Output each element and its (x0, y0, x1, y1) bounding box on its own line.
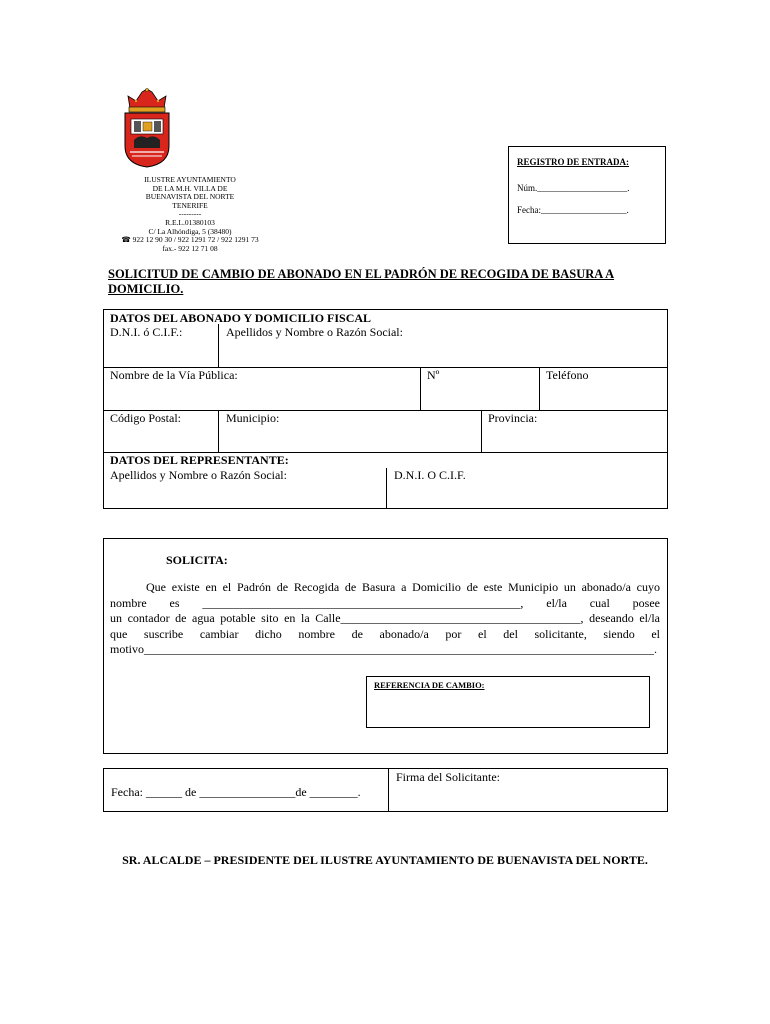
solicita-line: que suscribe cambiar dicho nombre de abonado/a por el del solicitante, siendo el (110, 626, 660, 641)
fecha-field[interactable]: Fecha: ______ de ________________de ________. (111, 785, 361, 799)
firma-solicitante-field[interactable]: Firma del Solicitante: (396, 770, 500, 784)
registro-fecha-field[interactable]: Fecha:___________________. (517, 205, 629, 215)
solicita-heading: SOLICITA: (166, 553, 228, 567)
header-line: --------- (178, 209, 202, 219)
abonado-heading: DATOS DEL ABONADO Y DOMICILIO FISCAL (110, 311, 372, 325)
institution-header (90, 176, 290, 253)
representante-heading: DATOS DEL REPRESENTANTE: (110, 453, 289, 467)
header-line: fax.- 922 12 71 08 (162, 243, 218, 253)
solicita-paragraph (110, 580, 660, 658)
registro-entrada-box (508, 146, 666, 244)
header-line: DE LA M.H. VILLA DE (152, 183, 228, 193)
header-line: R.E.L.01380103 (165, 217, 215, 227)
representante-dni-field[interactable]: D.N.I. O C.I.F. (394, 468, 466, 482)
telefono-field[interactable]: Teléfono (546, 368, 589, 382)
provincia-field[interactable]: Provincia: (488, 411, 538, 425)
codigo-postal-field[interactable]: Código Postal: (110, 411, 182, 425)
header-line: ☎ 922 12 90 30 / 922 1291 72 / 922 1291 73 (121, 235, 259, 245)
solicita-line: nombre es _____________________________________________________, el/la cual posee (110, 595, 660, 610)
referencia-cambio-box[interactable] (366, 676, 650, 728)
dni-cif-field[interactable]: D.N.I. ó C.I.F.: (110, 325, 183, 339)
representante-apellidos-field[interactable]: Apellidos y Nombre o Razón Social: (110, 468, 287, 482)
solicita-line: un contador de agua potable sito en la Calle________________________________________, deseando el/la (110, 611, 660, 625)
registro-num-field[interactable]: Núm.____________________. (517, 183, 630, 193)
header-line: C/ La Alhóndiga, 5 (38480) (148, 226, 232, 236)
header-line: ILUSTRE AYUNTAMIENTO (144, 175, 236, 184)
coat-of-arms-logo (120, 88, 174, 168)
referencia-label: REFERENCIA DE CAMBIO: (374, 680, 485, 690)
apellidos-nombre-field[interactable]: Apellidos y Nombre o Razón Social: (226, 325, 403, 339)
header-line: BUENAVISTA DEL NORTE (145, 192, 235, 202)
abonado-table (103, 309, 668, 509)
numero-field[interactable]: Nº (427, 368, 440, 382)
solicita-line: motivo_____________________________________________________________________________________. (110, 642, 658, 656)
header-line: TENERIFE (172, 200, 208, 210)
page-title: SOLICITUD DE CAMBIO DE ABONADO EN EL PADRÓN DE RECOGIDA DE BASURA A DOMICILIO. (108, 267, 615, 296)
addressee-footer: SR. ALCALDE – PRESIDENTE DEL ILUSTRE AYUNTAMIENTO DE BUENAVISTA DEL NORTE. (122, 853, 648, 867)
municipio-field[interactable]: Municipio: (226, 411, 280, 425)
registro-title: REGISTRO DE ENTRADA: (517, 157, 630, 167)
via-publica-field[interactable]: Nombre de la Vía Pública: (110, 368, 238, 382)
firma-box (103, 768, 668, 812)
solicita-line: Que existe en el Padrón de Recogida de Basura a Domicilio de este Municipio un abonado/a cuyo (146, 580, 660, 594)
